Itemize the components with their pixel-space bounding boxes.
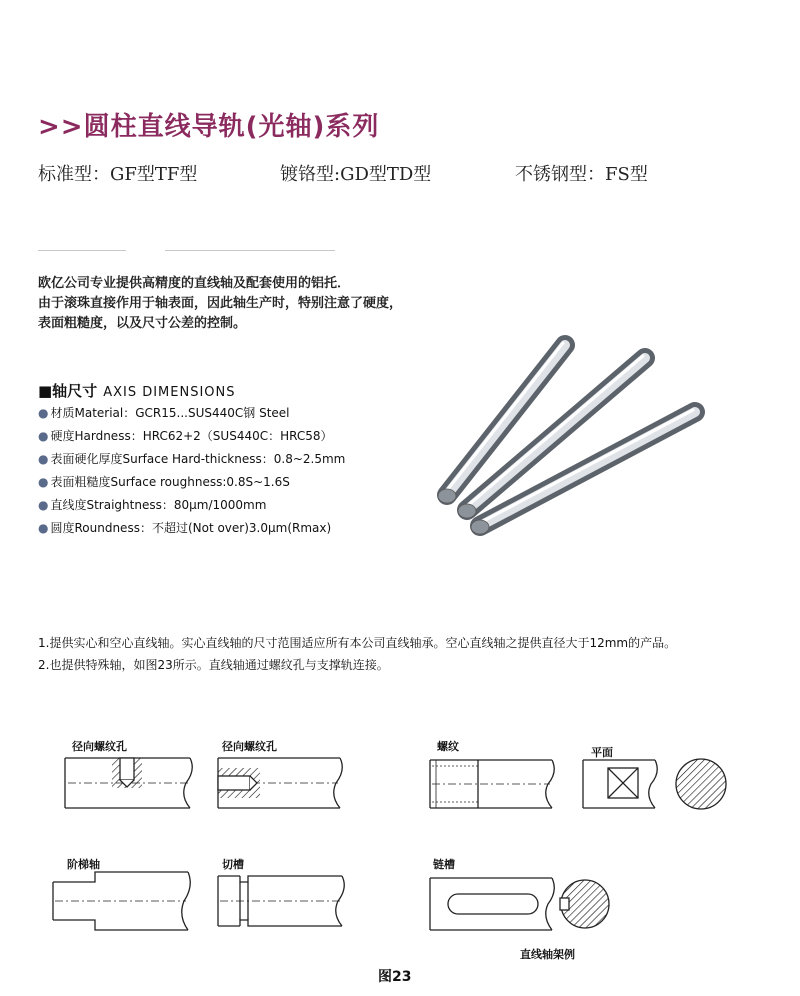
label-keyway: 链槽: [433, 858, 455, 871]
drawing-radial-hole-2: [218, 758, 342, 808]
label-thread: 螺纹: [437, 740, 459, 753]
note-1: 1.提供实心和空心直线轴。实心直线轴的尺寸范围适应所有本公司直线轴承。空心直线轴之提供直径大于12mm的产品。: [38, 636, 677, 650]
shaft-drawings: [0, 740, 800, 950]
type-stainless: 不锈钢型：FS型: [515, 164, 648, 185]
drawing-stepped: [53, 872, 190, 930]
type-chrome: 镀铬型:GD型TD型: [280, 164, 432, 185]
spec-material: ● 材质Material：GCR15...SUS440C钢 Steel: [38, 406, 290, 420]
divider-left: [38, 250, 126, 251]
drawing-flat: [583, 759, 726, 809]
spec-hard-thickness: ● 表面硬化厚度Surface Hard-thickness：0.8~2.5mm: [38, 452, 346, 466]
drawing-radial-hole-1: [65, 758, 192, 808]
label-radial-hole-1: 径向螺纹孔: [72, 740, 127, 753]
type-standard: 标准型：GF型TF型: [38, 164, 198, 185]
intro-line-1: 欧亿公司专业提供高精度的直线轴及配套使用的铝托．: [38, 276, 351, 291]
label-radial-hole-2: 径向螺纹孔: [222, 740, 277, 753]
intro-line-2: 由于滚珠直接作用于轴表面，因此轴生产时，特别注意了硬度，: [38, 296, 403, 311]
axis-heading-cn: ■轴尺寸: [38, 382, 98, 400]
spec-roughness: ● 表面粗糙度Surface roughness:0.8S~1.6S: [38, 475, 290, 489]
drawing-groove: [218, 876, 344, 926]
drawing-keyway: [430, 878, 609, 930]
label-groove: 切槽: [222, 858, 244, 871]
intro-line-3: 表面粗糙度，以及尺寸公差的控制。: [38, 316, 247, 331]
label-stepped: 阶梯轴: [67, 858, 100, 871]
page-title: >>圆柱直线导轨(光轴)系列: [38, 112, 380, 142]
label-flat: 平面: [591, 746, 613, 759]
spec-roundness: ● 圆度Roundness：不超过(Not over)3.0μm(Rmax): [38, 521, 332, 535]
divider-right: [165, 250, 335, 251]
spec-straightness: ● 直线度Straightness：80μm/1000mm: [38, 498, 267, 512]
axis-heading-en: AXIS DIMENSIONS: [103, 385, 236, 400]
drawing-thread: [430, 760, 554, 808]
shafts-illustration: [425, 330, 725, 550]
spec-hardness: ● 硬度Hardness：HRC62+2（SUS440C：HRC58）: [38, 429, 333, 443]
axis-heading: [38, 380, 236, 401]
figure-caption: 图23: [378, 969, 412, 985]
label-example: 直线轴架例: [520, 948, 575, 961]
note-2: 2.也提供特殊轴，如图23所示。直线轴通过螺纹孔与支撑轨连接。: [38, 658, 389, 672]
